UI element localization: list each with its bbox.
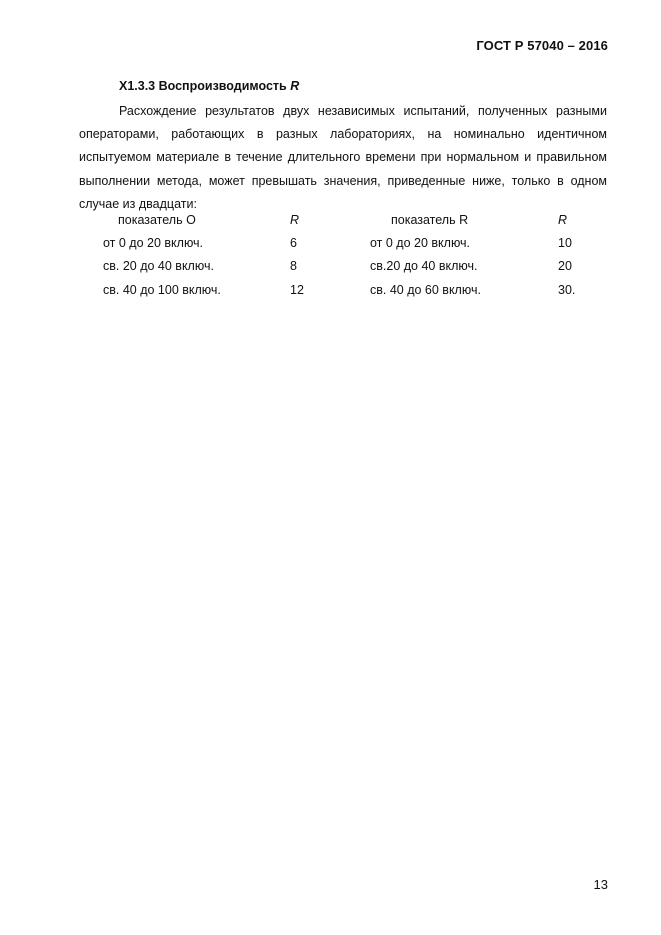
header-r-right: R — [558, 213, 568, 227]
row-value-left: 12 — [290, 282, 304, 297]
row-range-left: от 0 до 20 включ. — [103, 236, 204, 251]
row-range-right: от 0 до 20 включ. — [370, 236, 471, 251]
section-symbol: R — [290, 79, 300, 93]
table-row — [0, 236, 661, 259]
table-row — [0, 259, 661, 282]
table-row — [0, 283, 661, 306]
row-value-left: 6 — [290, 236, 297, 251]
reproducibility-table — [0, 213, 661, 306]
document-header-id: ГОСТ Р 57040 – 2016 — [476, 38, 608, 53]
row-range-right: св.20 до 40 включ. — [370, 259, 478, 274]
header-indicator-o: показатель О — [118, 213, 196, 227]
row-range-left: св. 40 до 100 включ. — [103, 282, 221, 297]
header-indicator-r: показатель R — [391, 213, 469, 227]
page-number: 13 — [593, 877, 608, 892]
section-title — [119, 79, 299, 93]
row-value-right: 30. — [558, 282, 576, 297]
section-number-title: Х1.3.3 Воспроизводимость — [119, 79, 287, 93]
body-paragraph: Расхождение результатов двух независимых испытаний, полученных разными операторами, работающих в разных лабораториях, на номинально идентичном испытуемом материале в течение длительного времени при нормальном и правильном выполнении метода, может превышать значения, приведенные ниже, только в одном случае из двадцати: — [79, 104, 607, 211]
row-value-right: 20 — [558, 259, 572, 274]
row-range-right: св. 40 до 60 включ. — [370, 282, 481, 297]
row-value-right: 10 — [558, 236, 572, 251]
row-value-left: 8 — [290, 259, 297, 274]
row-range-left: св. 20 до 40 включ. — [103, 259, 214, 274]
table-header-row — [0, 213, 661, 236]
header-r-left: R — [290, 213, 300, 227]
